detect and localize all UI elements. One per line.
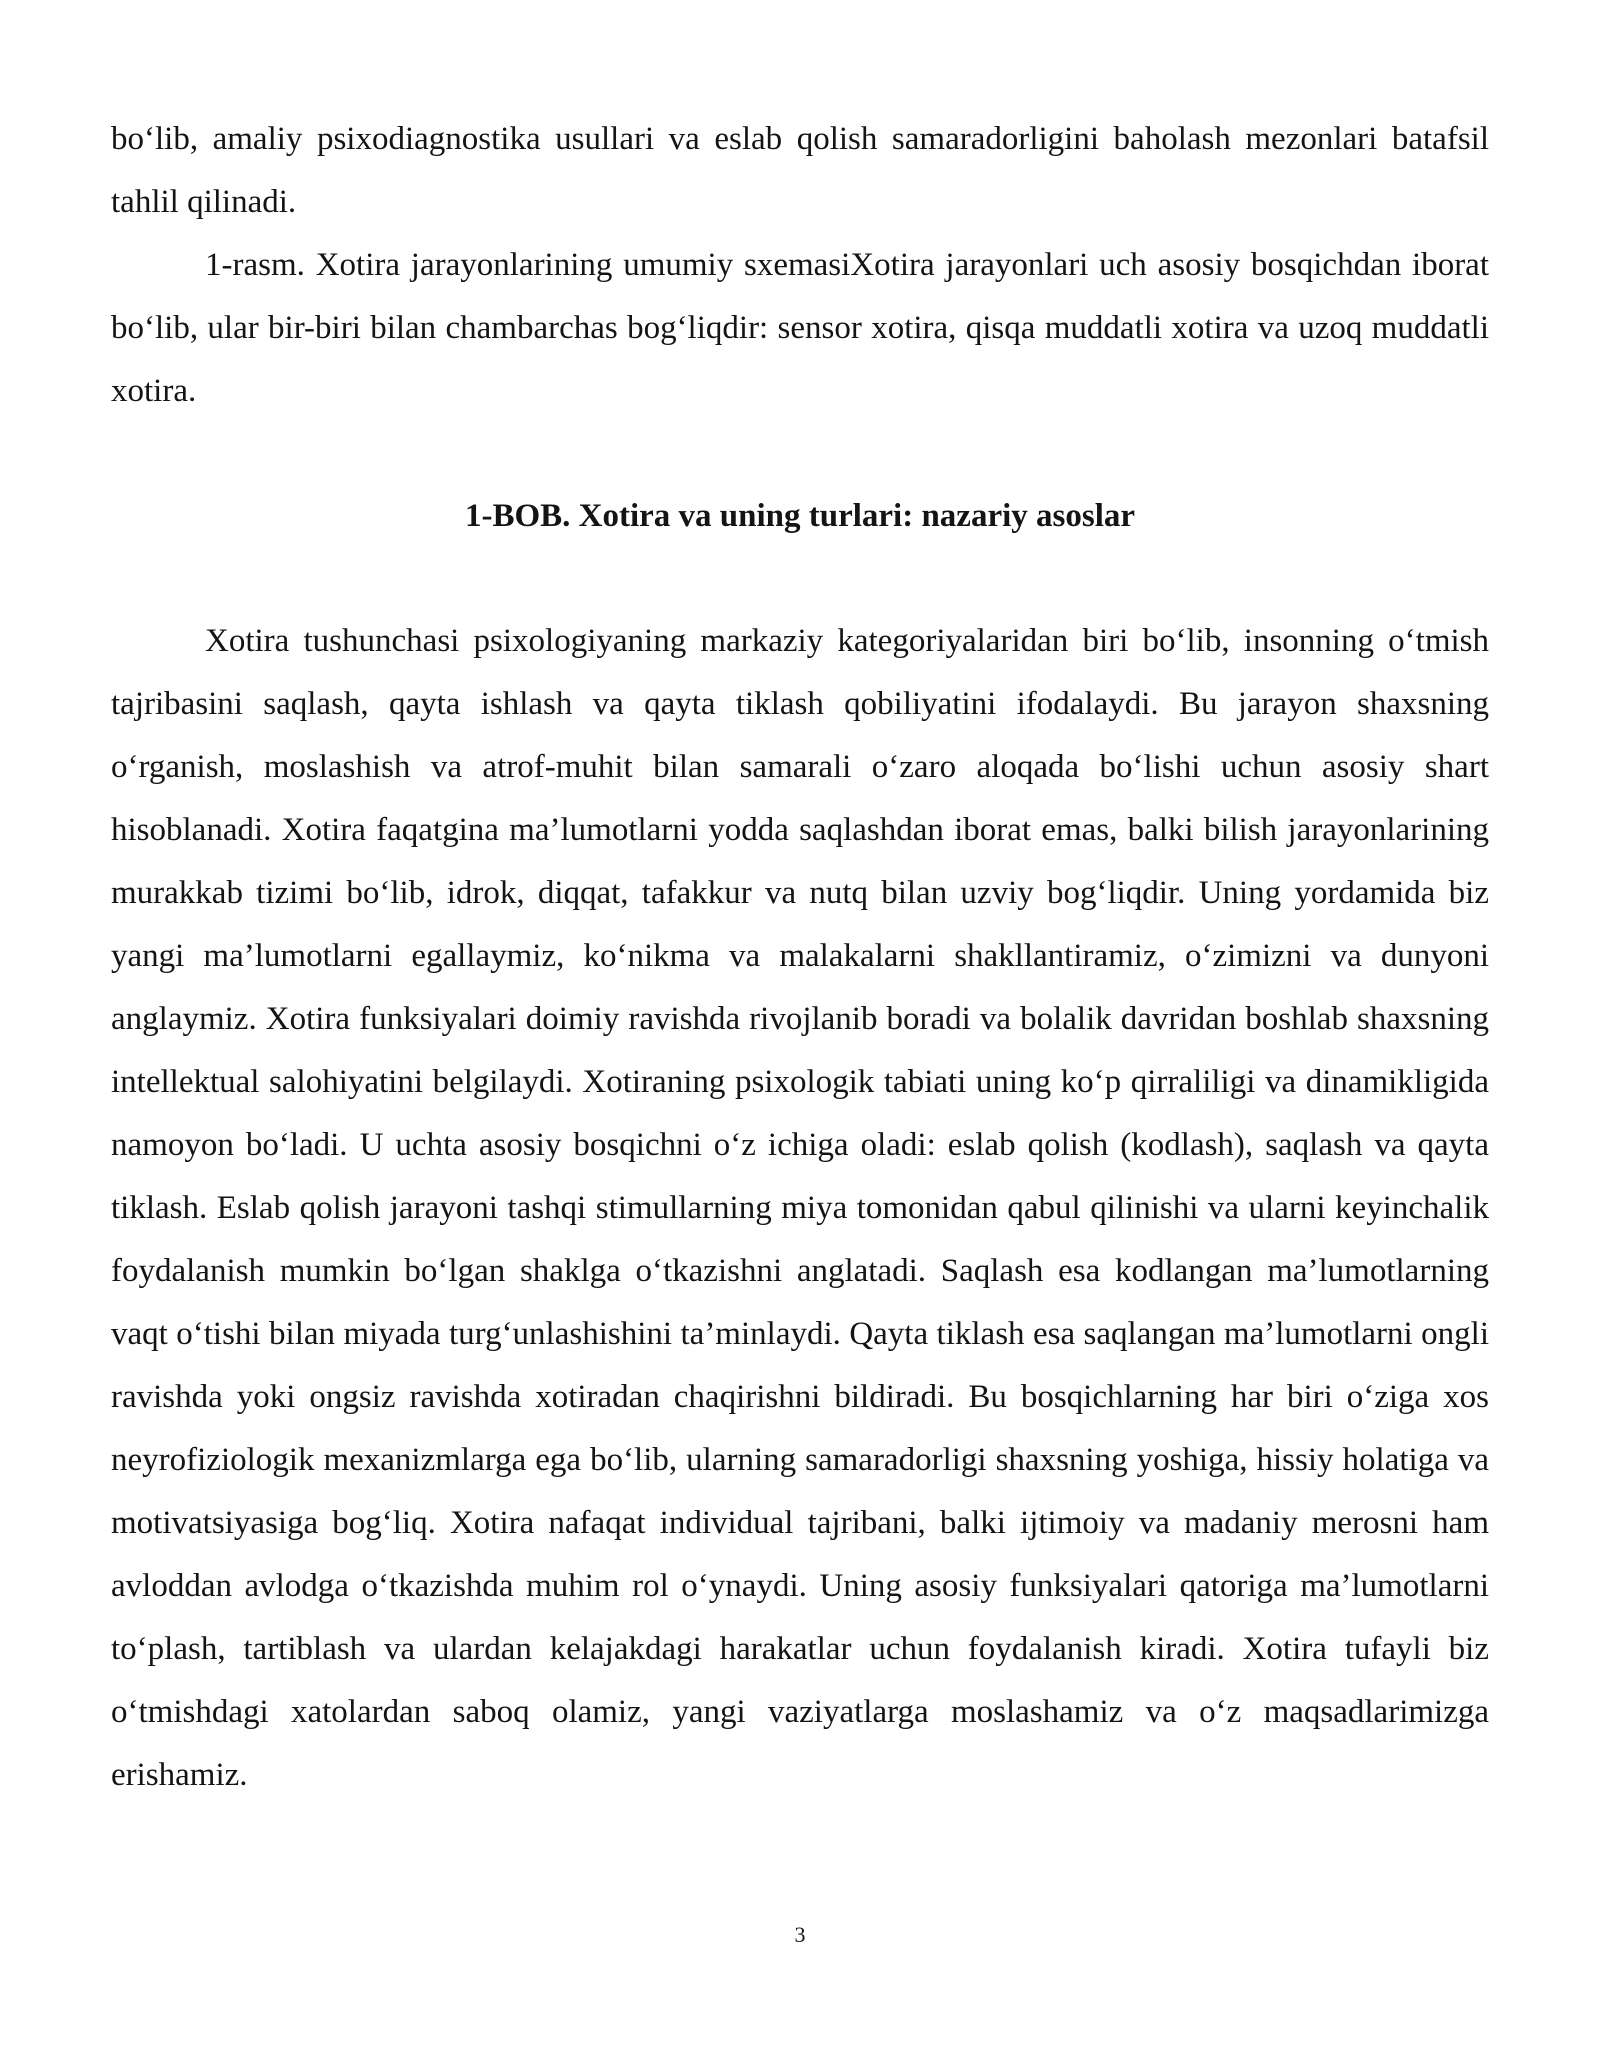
page-content [111, 108, 1489, 1807]
figure-caption-paragraph: 1-rasm. Xotira jarayonlarining umumiy sxemasiXotira jarayonlari uch asosiy bosqichdan iborat bo‘lib, ular bir-biri bilan chambarchas bog‘liqdir: sensor xotira, qisqa muddatli xotira va uzoq muddatli xotira. [111, 247, 1489, 409]
page-number: 3 [794, 1922, 806, 1947]
body-paragraph: Xotira tushunchasi psixologiyaning markaziy kategoriyalaridan biri bo‘lib, insonning o‘tmish tajribasini saqlash, qayta ishlash va qayta tiklash qobiliyatini ifodalaydi. Bu jarayon shaxsning o‘rganish, moslashish va atrof-muhit bilan samarali o‘zaro aloqada bo‘lishi uchun asosiy shart hisoblanadi. Xotira faqatgina ma’lumotlarni yodda saqlashdan iborat emas, balki bilish jarayonlarining murakkab tizimi bo‘lib, idrok, diqqat, tafakkur va nutq bilan uzviy bog‘liqdir. Uning yordamida biz yangi ma’lumotlarni egallaymiz, ko‘nikma va malakalarni shakllantiramiz, o‘zimizni va dunyoni anglaymiz. Xotira funksiyalari doimiy ravishda rivojlanib boradi va bolalik davridan boshlab shaxsning intellektual salohiyatini belgilaydi. Xotiraning psixologik tabiati uning ko‘p qirraliligi va dinamikligida namoyon bo‘ladi. U uchta asosiy bosqichni o‘z ichiga oladi: eslab qolish (kodlash), saqlash va qayta tiklash. Eslab qolish jarayoni tashqi stimullarning miya tomonidan qabul qilinishi va ularni keyinchalik foydalanish mumkin bo‘lgan shaklga o‘tkazishni anglatadi. Saqlash esa kodlangan ma’lumotlarning vaqt o‘tishi bilan miyada turg‘unlashishini ta’minlaydi. Qayta tiklash esa saqlangan ma’lumotlarni ongli ravishda yoki ongsiz ravishda xotiradan chaqirishni bildiradi. Bu bosqichlarning har biri o‘ziga xos neyrofiziologik mexanizmlarga ega bo‘lib, ularning samaradorligi shaxsning yoshiga, hissiy holatiga va motivatsiyasiga bog‘liq. Xotira nafaqat individual tajribani, balki ijtimoiy va madaniy merosni ham avloddan avlodga o‘tkazishda muhim rol o‘ynaydi. Uning asosiy funksiyalari qatoriga ma’lumotlarni to‘plash, tartiblash va ulardan kelajakdagi harakatlar uchun foydalanish kiradi. Xotira tufayli biz o‘tmishdagi xatolardan saboq olamiz, yangi vaziyatlarga moslashamiz va o‘z maqsadlarimizga erishamiz. [111, 623, 1489, 1793]
continuation-paragraph: bo‘lib, amaliy psixodiagnostika usullari va eslab qolish samaradorligini baholash mezonlari batafsil tahlil qilinadi. [111, 121, 1489, 220]
chapter-heading: 1-BOB. Xotira va uning turlari: nazariy asoslar [464, 498, 1136, 534]
